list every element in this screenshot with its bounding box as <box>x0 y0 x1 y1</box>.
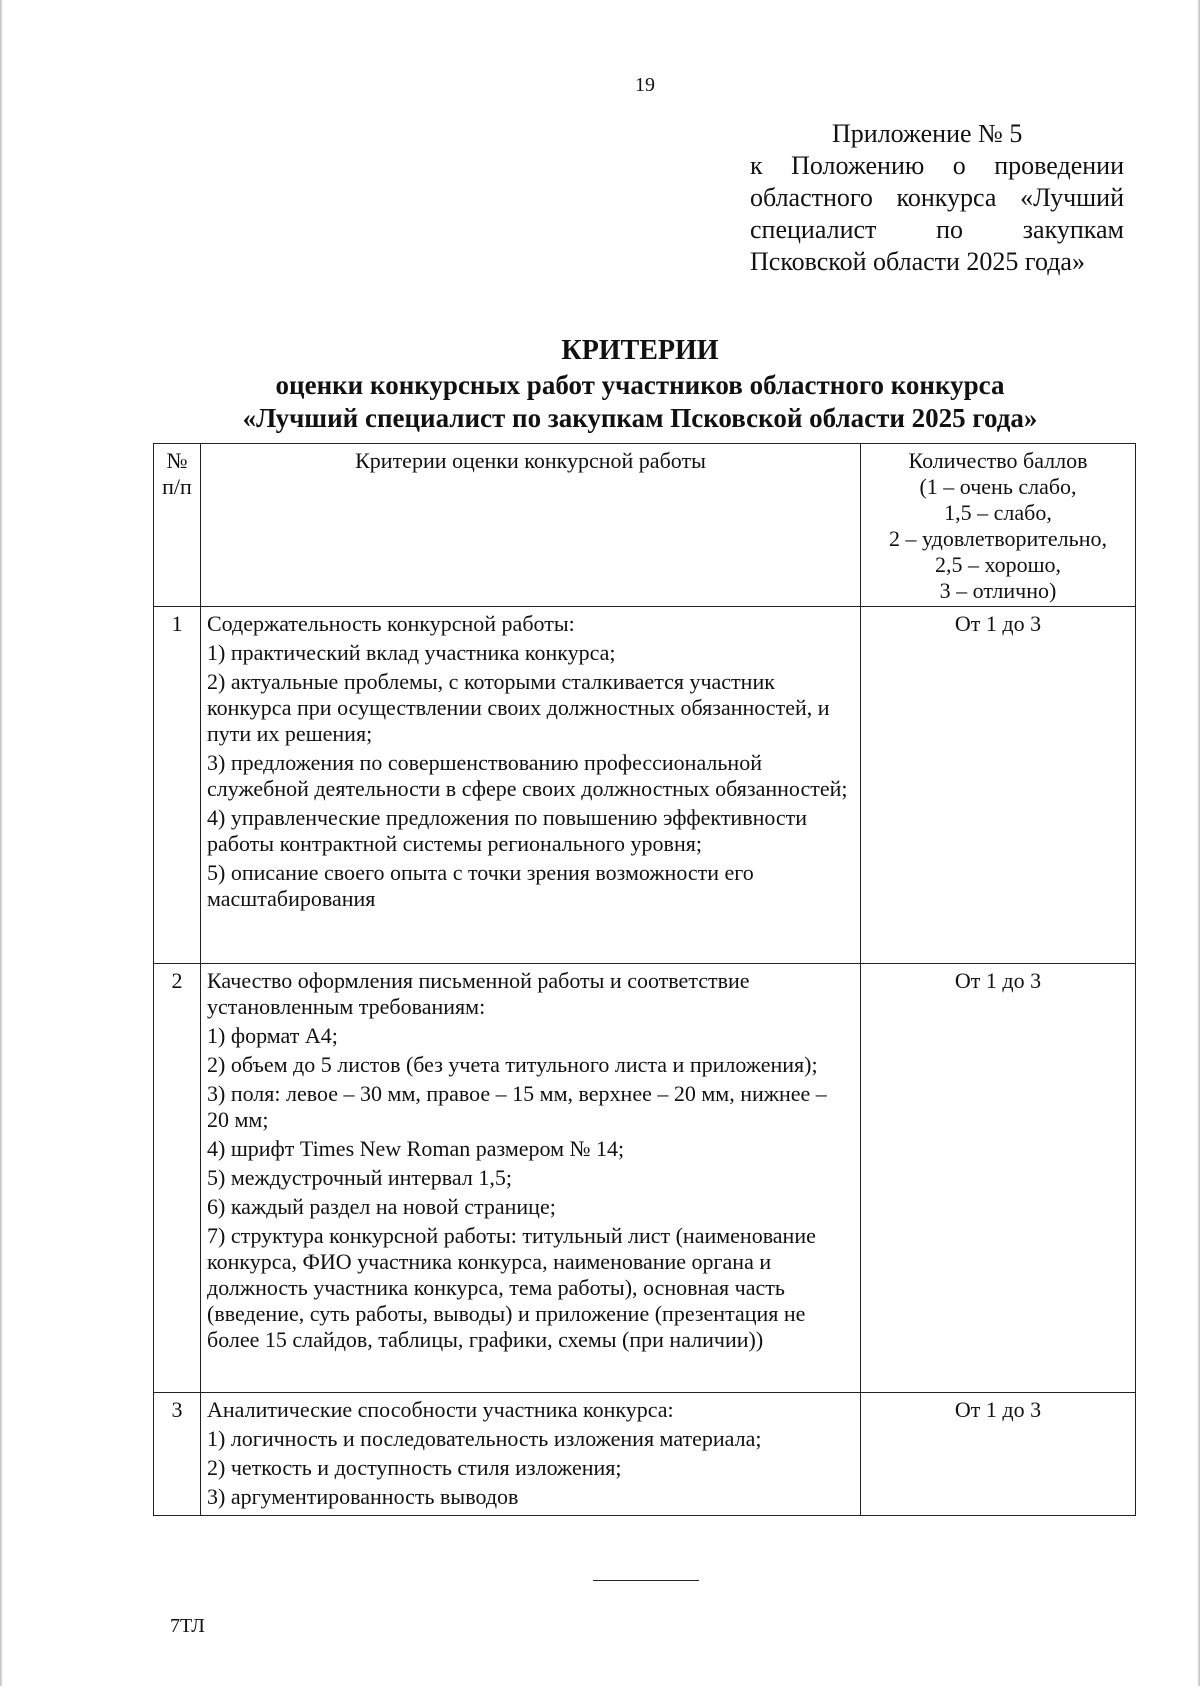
criteria-item: 5) описание своего опыта с точки зрения возможности его масштабирования <box>207 860 754 911</box>
header-score: Количество баллов (1 – очень слабо, 1,5 – слабо, 2 – удовлетворительно, 2,5 – хорошо, 3 – отлично) <box>861 444 1136 607</box>
criteria-item: 3) аргументированность выводов <box>207 1484 519 1509</box>
criteria-table <box>153 443 1136 1516</box>
footer-divider <box>593 1580 699 1581</box>
criteria-item: 1) практический вклад участника конкурса; <box>207 640 616 665</box>
title-contest-name: «Лучший специалист по закупкам Псковской области 2025 года» <box>242 403 1038 433</box>
annex-line: Псковской области 2025 года» <box>750 247 1085 276</box>
document-title <box>140 334 1140 435</box>
criteria-item: 4) шрифт Times New Roman размером № 14; <box>207 1136 625 1161</box>
annex-line: областного конкурса «Лучший <box>750 183 1124 212</box>
table-header-row <box>154 444 1136 607</box>
annex-title: Приложение № 5 <box>832 119 1023 148</box>
criteria-item: 3) предложения по совершенствованию профессиональной служебной деятельности в сфере своих должностных обязанностей; <box>207 750 848 801</box>
criteria-item: 2) актуальные проблемы, с которыми сталкивается участник конкурса при осуществлении своих должностных обязанностей, и пути их решения; <box>207 669 830 746</box>
title-heading: КРИТЕРИИ <box>561 335 719 366</box>
row-criteria <box>201 964 861 1393</box>
annex-block <box>750 118 1124 278</box>
header-criteria: Критерии оценки конкурсной работы <box>201 444 861 607</box>
row-criteria <box>201 607 861 964</box>
title-subheading: оценки конкурсных работ участников областного конкурса <box>275 370 1005 400</box>
criteria-item: 7) структура конкурсной работы: титульный лист (наименование конкурса, ФИО участника конкурса, наименование органа и должность участника конкурса, тема работы), основная часть (введение, суть работы, выводы) и приложение (презентация не более 15 слайдов, таблицы, графики, схемы (при наличии)) <box>207 1223 816 1352</box>
row-score: От 1 до 3 <box>861 1393 1136 1516</box>
criteria-item: 1) логичность и последовательность изложения материала; <box>207 1426 762 1451</box>
criteria-item: 4) управленческие предложения по повышению эффективности работы контрактной системы регионального уровня; <box>207 805 808 856</box>
criteria-item: 5) междустрочный интервал 1,5; <box>207 1165 512 1190</box>
row-number: 1 <box>154 607 201 964</box>
row-number: 2 <box>154 964 201 1393</box>
row-number: 3 <box>154 1393 201 1516</box>
page-number: 19 <box>635 74 655 96</box>
row-score: От 1 до 3 <box>861 607 1136 964</box>
criteria-item: Аналитические способности участника конкурса: <box>207 1397 674 1422</box>
footer-code: 7ТЛ <box>170 1615 205 1637</box>
criteria-item: 2) объем до 5 листов (без учета титульного листа и приложения); <box>207 1052 818 1077</box>
row-score: От 1 до 3 <box>861 964 1136 1393</box>
criteria-item: Содержательность конкурсной работы: <box>207 611 575 636</box>
criteria-item: 1) формат А4; <box>207 1023 338 1048</box>
scan-edge-left <box>0 0 3 1686</box>
annex-line: к Положению о проведении <box>750 151 1124 180</box>
criteria-item: 3) поля: левое – 30 мм, правое – 15 мм, верхнее – 20 мм, нижнее – 20 мм; <box>207 1081 827 1132</box>
row-criteria <box>201 1393 861 1516</box>
criteria-item: 2) четкость и доступность стиля изложения; <box>207 1455 622 1480</box>
header-num: № п/п <box>154 444 201 607</box>
criteria-item: 6) каждый раздел на новой странице; <box>207 1194 556 1219</box>
table-row <box>154 607 1136 964</box>
criteria-item: Качество оформления письменной работы и соответствие установленным требованиям: <box>207 968 750 1019</box>
table-row <box>154 1393 1136 1516</box>
annex-line: специалист по закупкам <box>750 215 1124 244</box>
table-row <box>154 964 1136 1393</box>
